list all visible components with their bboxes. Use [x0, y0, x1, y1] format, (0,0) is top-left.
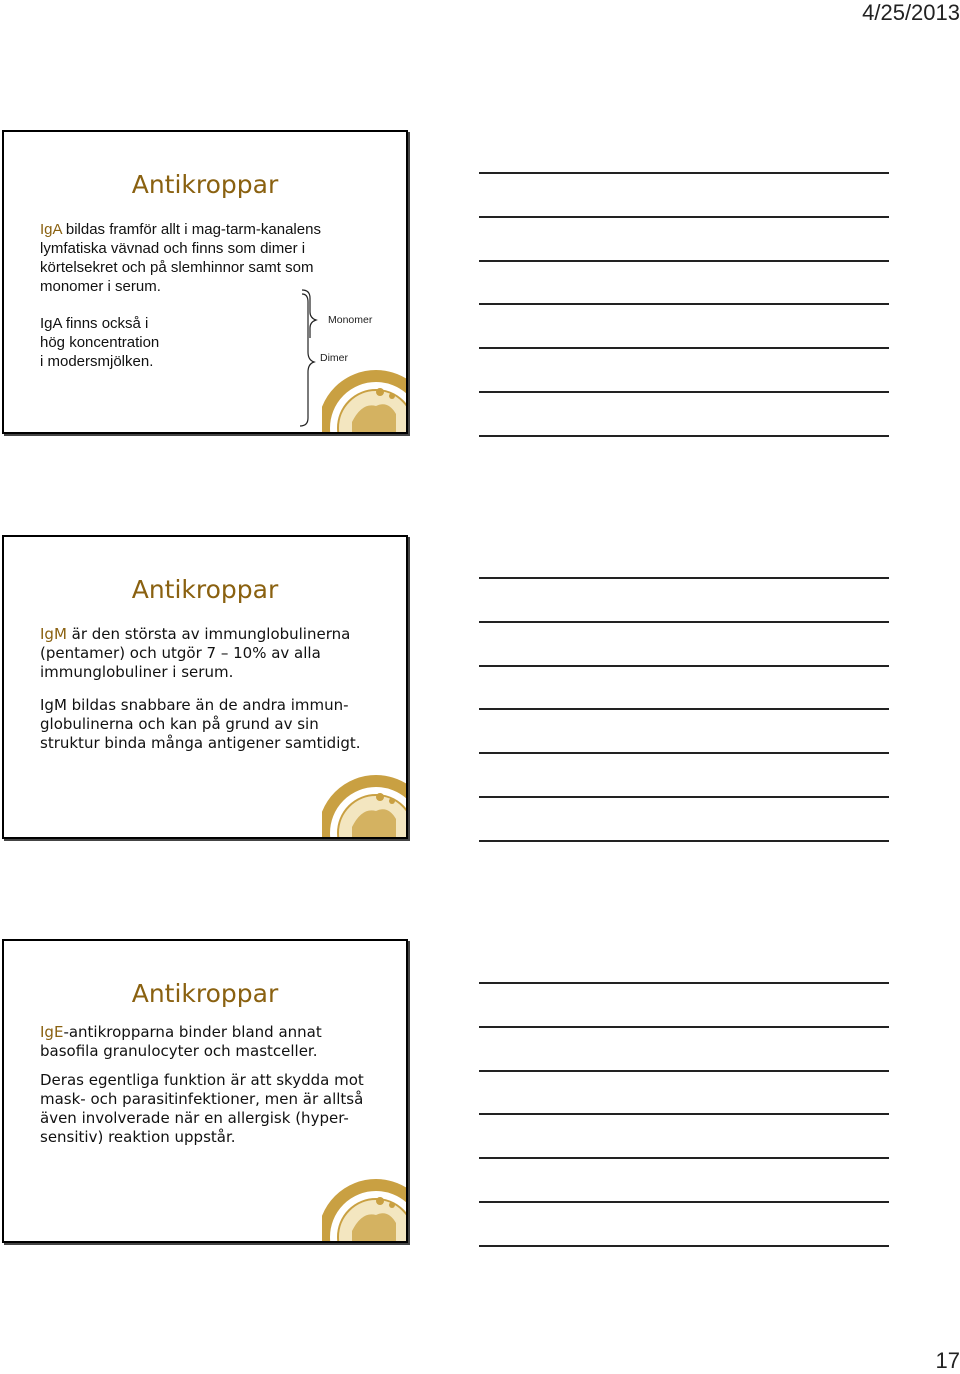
text-line: sensitiv) reaktion uppstår.: [40, 1128, 236, 1146]
text-line: IgA finns också i: [40, 315, 149, 332]
text-line: immunglobuliner i serum.: [40, 663, 234, 681]
note-line: [479, 982, 889, 984]
page-date: 4/25/2013: [862, 0, 960, 25]
text-line: mask- och parasitinfektioner, men är alltså: [40, 1090, 364, 1108]
slide-body: [40, 625, 386, 753]
slide-3: [2, 939, 408, 1243]
note-line: [479, 1157, 889, 1159]
note-line: [479, 1113, 889, 1115]
text-line: basofila granulocyter och mastceller.: [40, 1042, 318, 1060]
note-line: [479, 347, 889, 349]
text-line: monomer i serum.: [40, 278, 161, 295]
note-line: [479, 1026, 889, 1028]
note-line: [479, 435, 889, 437]
paragraph-1: [40, 625, 386, 644]
label-dimer: Dimer: [320, 352, 348, 364]
note-line: [479, 391, 889, 393]
label-monomer: Monomer: [328, 314, 373, 326]
note-line: [479, 708, 889, 710]
note-line: [479, 796, 889, 798]
text-line: -antikropparna binder bland annat: [63, 1023, 322, 1041]
paragraph-1: [40, 220, 386, 239]
text-line: även involverade när en allergisk (hyper-: [40, 1109, 349, 1127]
note-line: [479, 172, 889, 174]
note-line: [479, 1201, 889, 1203]
note-line: [479, 752, 889, 754]
note-line: [479, 1245, 889, 1247]
note-line: [479, 260, 889, 262]
paragraph-1: [40, 1023, 386, 1042]
text-line: lymfatiska vävnad och finns som dimer i: [40, 240, 306, 257]
text-line: globulinerna och kan på grund av sin: [40, 715, 319, 733]
slide-title: Antikroppar: [131, 575, 279, 604]
text-line: (pentamer) och utgör 7 – 10% av alla: [40, 644, 321, 662]
slide-body: [40, 1023, 386, 1147]
term-iga: IgA: [40, 221, 62, 238]
slide-title: Antikroppar: [131, 979, 279, 1008]
term-ige: IgE: [40, 1023, 64, 1041]
slide-title: Antikroppar: [131, 170, 279, 199]
text-line: IgM bildas snabbare än de andra immun-: [40, 696, 349, 714]
slide-body: [40, 220, 386, 371]
text-line: i modersmjölken.: [40, 353, 154, 370]
text-line: bildas framför allt i mag-tarm-kanalens: [61, 221, 321, 238]
university-seal-icon: [322, 1171, 406, 1241]
text-line: hög koncentration: [40, 334, 160, 351]
slide-1: [2, 130, 408, 434]
university-seal-icon: [322, 767, 406, 837]
note-line: [479, 577, 889, 579]
text-line: är den största av immunglobulinerna: [66, 625, 351, 643]
note-line: [479, 303, 889, 305]
note-line: [479, 665, 889, 667]
text-line: körtelsekret och på slemhinnor samt som: [40, 259, 314, 276]
text-line: struktur binda många antigener samtidigt.: [40, 734, 361, 752]
text-line: Deras egentliga funktion är att skydda mot: [40, 1071, 364, 1089]
note-line: [479, 1070, 889, 1072]
note-line: [479, 216, 889, 218]
university-seal-icon: [322, 362, 406, 432]
slide-2: [2, 535, 408, 839]
note-line: [479, 621, 889, 623]
term-igm: IgM: [40, 625, 67, 643]
page-number: 17: [935, 1348, 960, 1373]
note-line: [479, 840, 889, 842]
